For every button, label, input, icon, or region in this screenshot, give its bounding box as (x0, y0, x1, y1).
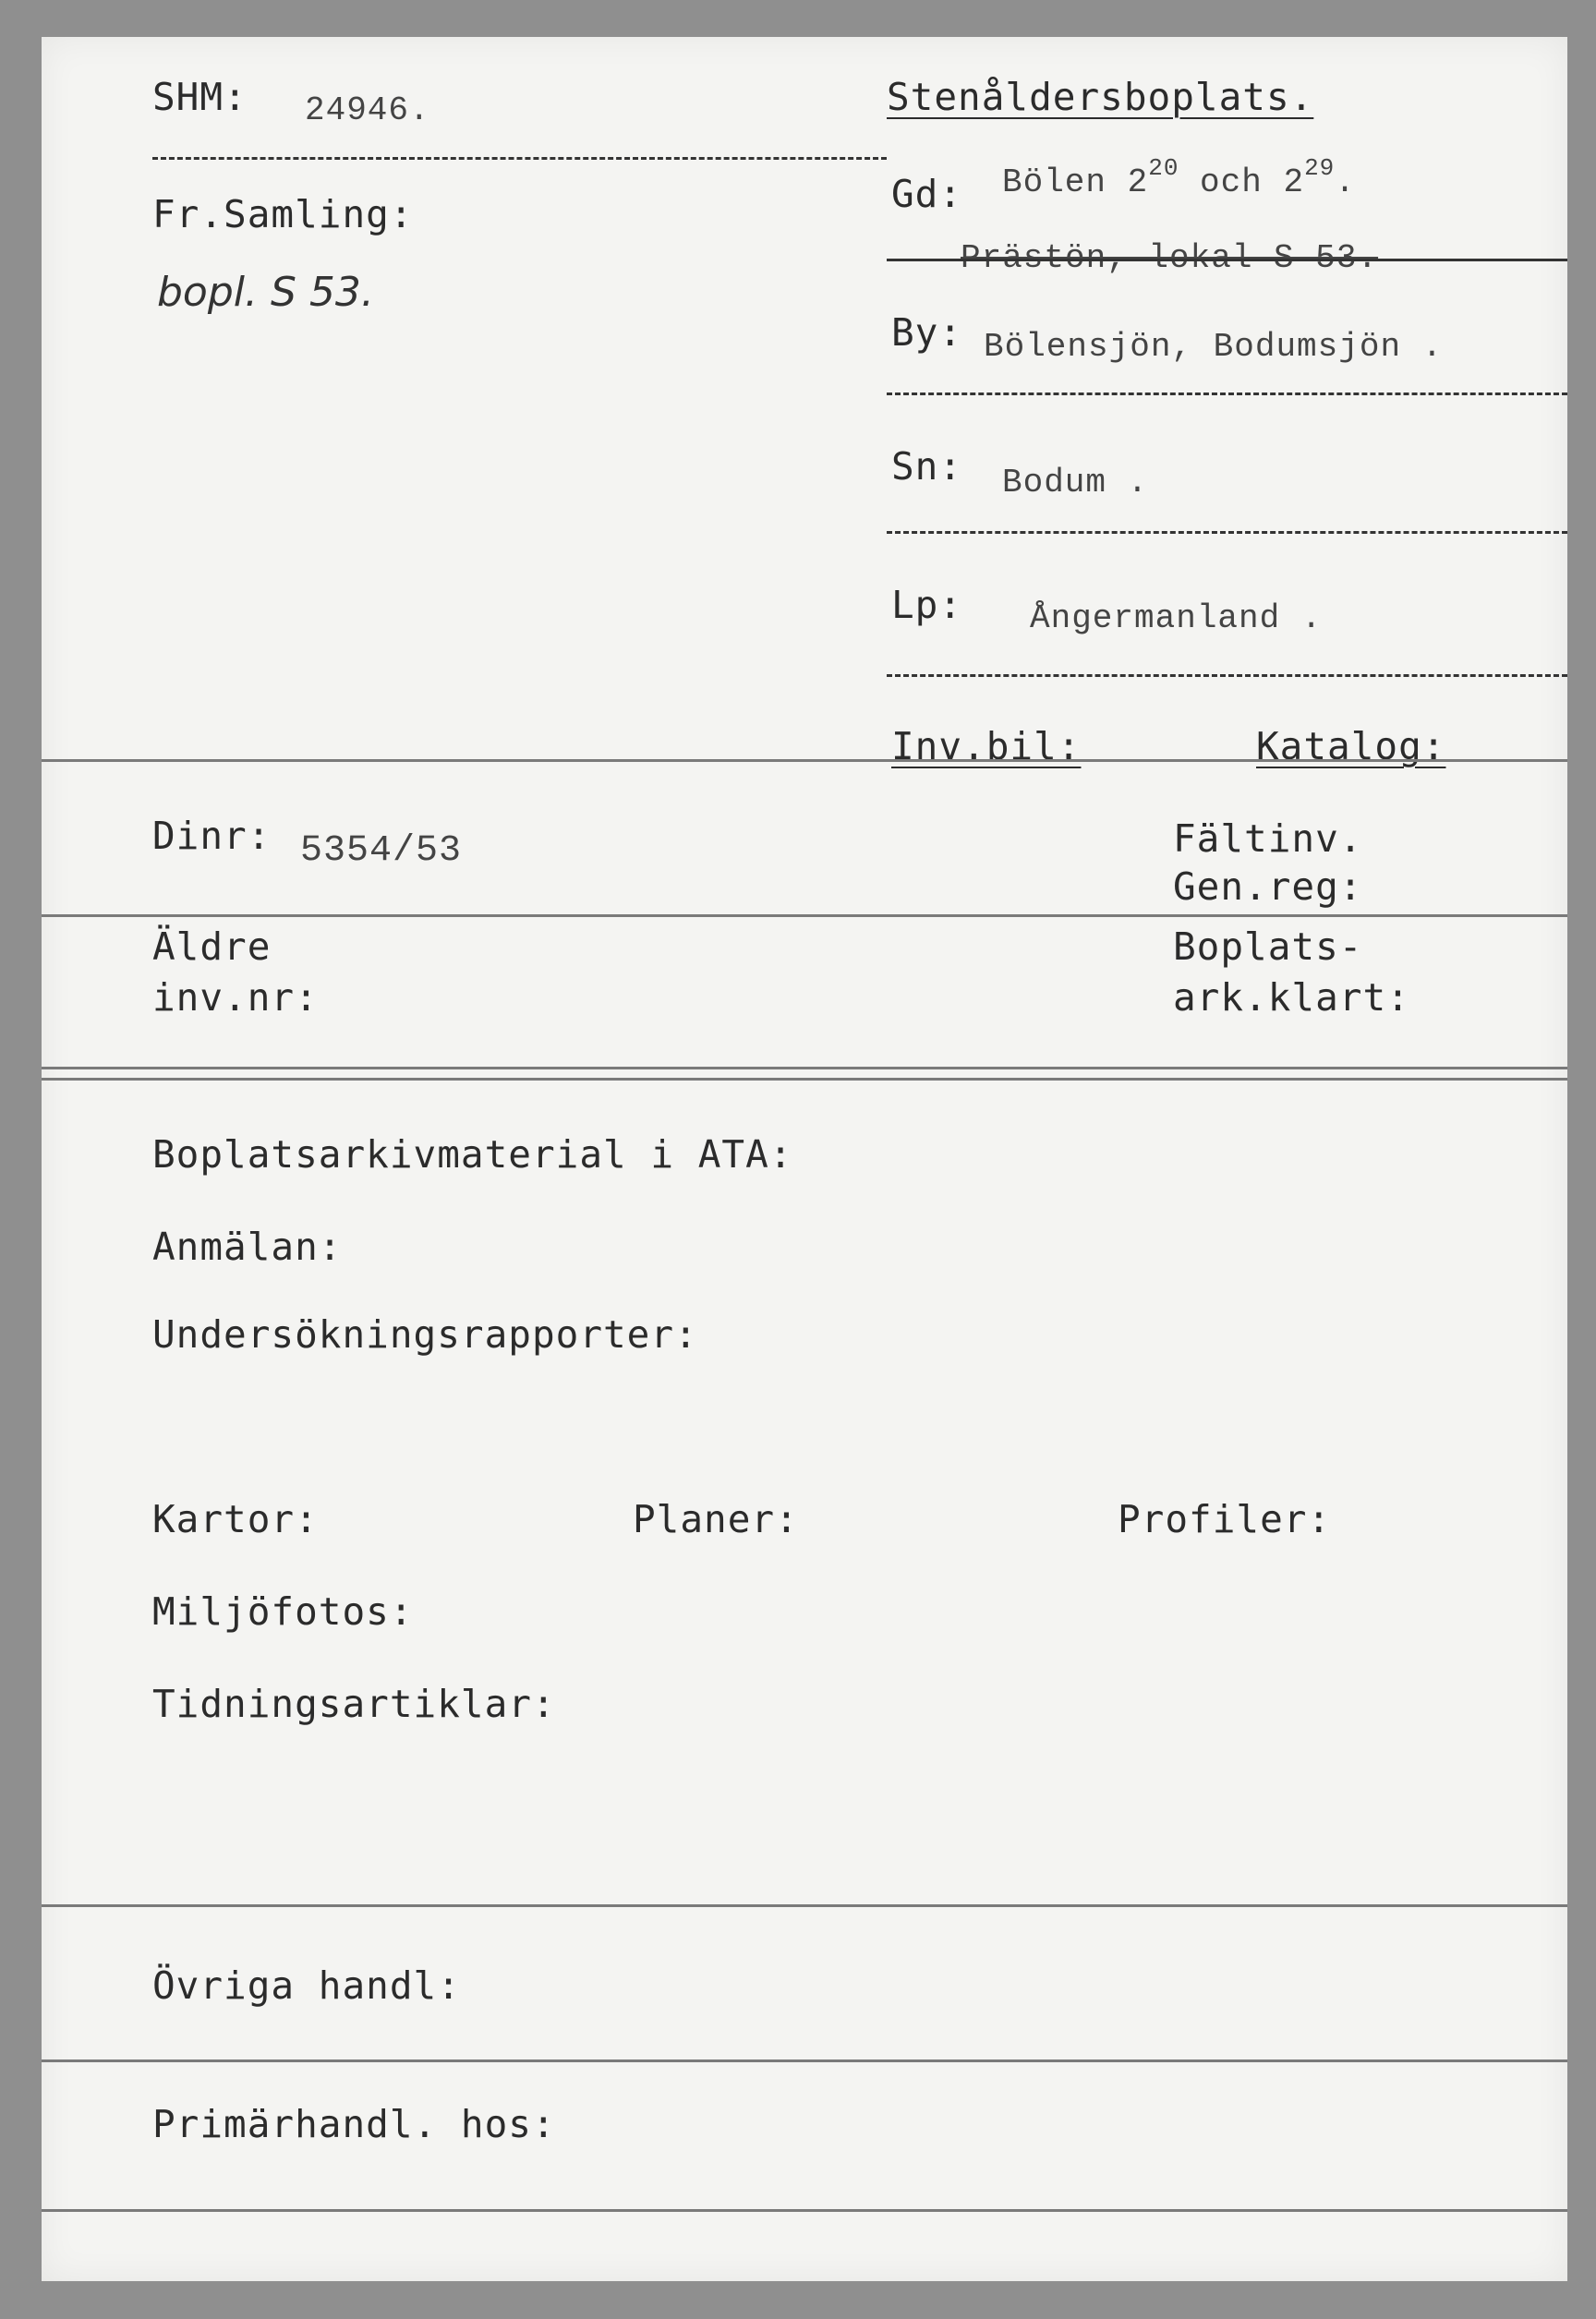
lp-value: Ångermanland . (1030, 599, 1323, 637)
section-divider-2 (42, 914, 1567, 917)
fr-samling-value: bopl. S 53. (157, 269, 374, 316)
by-value: Bölensjön, Bodumsjön . (984, 328, 1444, 366)
section-divider-5 (42, 2059, 1567, 2062)
shm-label: SHM: (152, 75, 248, 119)
kartor-label: Kartor: (152, 1497, 319, 1541)
dinr-value: 5354/53 (300, 830, 463, 872)
fr-samling-label: Fr.Samling: (152, 192, 414, 236)
section-divider-3b (42, 1078, 1567, 1081)
aldre-label: Äldre (152, 924, 272, 969)
primar-label: Primärhandl. hos: (152, 2102, 556, 2146)
inv-nr-label: inv.nr: (152, 975, 319, 1020)
catalog-card (42, 37, 1567, 2281)
anmalan-label: Anmälan: (152, 1225, 343, 1269)
section-divider-1 (42, 759, 1567, 762)
lp-label: Lp: (891, 583, 963, 627)
lp-divider (887, 674, 1567, 677)
section-divider-4 (42, 1904, 1567, 1907)
by-divider (887, 393, 1567, 395)
tidning-label: Tidningsartiklar: (152, 1682, 556, 1726)
section-divider-6 (42, 2209, 1567, 2212)
archive-heading: Boplatsarkivmaterial i ATA: (152, 1132, 793, 1177)
planer-label: Planer: (633, 1497, 799, 1541)
inv-bil-label: Inv.bil: (891, 724, 1082, 768)
gen-reg-label: Gen.reg: (1173, 864, 1363, 909)
struck-location: Prästön, lokal S 53. (961, 239, 1379, 277)
boplats-label: Boplats- (1173, 924, 1363, 969)
profiler-label: Profiler: (1118, 1497, 1332, 1541)
sn-value: Bodum . (1002, 464, 1149, 501)
card-title: Stenåldersboplats. (887, 75, 1314, 119)
katalog-label: Katalog: (1256, 724, 1446, 768)
sn-divider (887, 531, 1567, 534)
section-divider-3a (42, 1067, 1567, 1069)
dinr-label: Dinr: (152, 814, 272, 858)
ark-klart-label: ark.klart: (1173, 975, 1410, 1020)
gd-label: Gd: (891, 172, 963, 216)
by-label: By: (891, 310, 963, 355)
sn-label: Sn: (891, 444, 963, 489)
gd-value: Bölen $2^{20}$ och $2^{29}$. (1002, 154, 1356, 201)
miljofotos-label: Miljöfotos: (152, 1589, 414, 1634)
gd-divider (887, 259, 1567, 261)
undersokning-label: Undersökningsrapporter: (152, 1312, 698, 1357)
faltinv-label: Fältinv. (1173, 816, 1363, 861)
shm-divider (152, 157, 887, 160)
ovriga-label: Övriga handl: (152, 1963, 461, 2008)
shm-value: 24946. (305, 91, 430, 129)
